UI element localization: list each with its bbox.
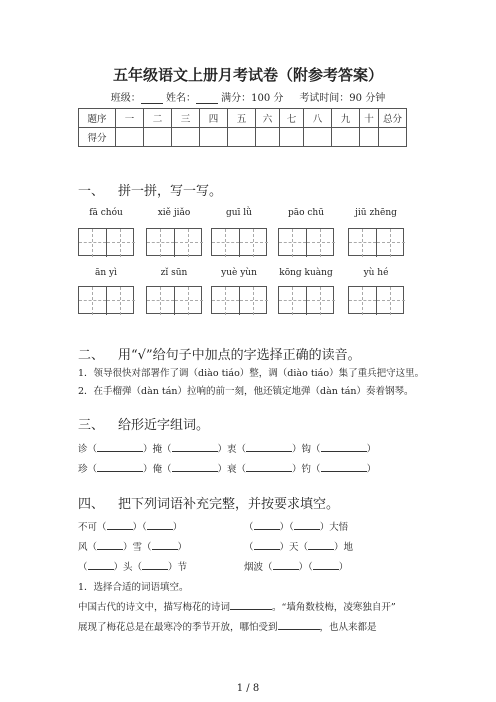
score-table [78,108,407,147]
writing-cell[interactable] [107,287,135,315]
idiom-1b: （ ）（ ）大悟 [244,522,349,533]
pinyin-label: ān yì [95,268,117,278]
writing-grid[interactable] [348,286,404,314]
score-row-label: 得分 [79,128,116,147]
section-3-row-2: 珍（ ）俺（ ）衰（ ）钓（ ） [78,464,377,475]
score-header-cell: 总分 [379,109,407,128]
section-3-row-1: 诊（ ）掩（ ）衷（ ）钩（ ） [78,444,377,455]
section-2-line-2: 2．在手榴弹（dàn tán）拉响的前一刻，他还镇定地弹（dàn tán）奏着钢琴。 [78,386,414,397]
answer-blank[interactable] [230,600,272,610]
score-cell[interactable] [360,128,379,147]
answer-blank[interactable] [152,540,178,550]
pinyin-label: pāo chū [287,208,325,218]
answer-blank[interactable] [147,520,173,530]
answer-blank[interactable] [278,620,320,630]
idiom-2a: 风（ ）雪（ ） [78,542,188,553]
score-cell[interactable] [379,128,407,147]
writing-cell[interactable] [307,229,335,257]
exam-info: 班级： 姓名： 满分：100 分 考试时间：90 分钟 [110,93,386,104]
score-header-cell: 七 [280,109,304,128]
writing-grid[interactable] [78,228,134,256]
writing-cell[interactable] [279,287,307,315]
writing-cell[interactable] [175,287,203,315]
idiom-1a: 不可（ ）（ ） [78,522,183,533]
name-blank[interactable] [196,93,218,104]
class-blank[interactable] [141,93,163,104]
page-title: 五年级语文上册月考试卷（附参考答案） [112,66,383,84]
answer-blank[interactable] [97,442,143,452]
answer-blank[interactable] [321,462,367,472]
score-cell[interactable] [144,128,172,147]
pinyin-label: xiě jiǎo [157,208,191,218]
answer-blank[interactable] [294,520,320,530]
answer-blank[interactable] [107,520,133,530]
answer-blank[interactable] [254,520,280,530]
score-header-row [79,109,407,128]
writing-cell[interactable] [377,229,405,257]
score-cell[interactable] [304,128,332,147]
pinyin-label: kōng kuàng [279,268,333,278]
score-header-cell: 五 [228,109,256,128]
paragraph-line-2: 展现了梅花总是在最寒冷的季节开放，哪怕受到 ，也从来都是 [78,622,377,633]
score-header-cell: 三 [172,109,200,128]
writing-grid[interactable] [211,228,267,256]
score-cell[interactable] [280,128,304,147]
page-number: 1 / 8 [236,683,260,694]
writing-cell[interactable] [107,229,135,257]
answer-blank[interactable] [246,462,292,472]
score-header-cell: 题序 [79,109,116,128]
answer-blank[interactable] [88,560,114,570]
writing-grid[interactable] [146,228,202,256]
answer-blank[interactable] [321,442,367,452]
writing-cell[interactable] [147,287,175,315]
writing-grid[interactable] [348,228,404,256]
writing-grid[interactable] [146,286,202,314]
idiom-3a: （ ）头（ ）节 [78,562,188,573]
answer-blank[interactable] [273,560,299,570]
answer-blank[interactable] [97,462,143,472]
idiom-3b: 烟波（ ）（ ） [244,562,349,573]
writing-cell[interactable] [147,229,175,257]
writing-cell[interactable] [79,229,107,257]
writing-cell[interactable] [279,229,307,257]
idiom-2b: （ ）天（ ）地 [244,542,354,553]
answer-blank[interactable] [172,442,218,452]
writing-grid[interactable] [78,286,134,314]
pinyin-label: jiū zhēng [355,208,397,218]
score-header-cell: 十 [360,109,379,128]
pinyin-label: fā chóu [89,208,123,218]
score-header-cell: 一 [116,109,144,128]
pinyin-label: yuè yùn [221,268,257,278]
score-header-cell: 八 [304,109,332,128]
answer-blank[interactable] [308,540,334,550]
section-1-heading: 一、 拼一拼，写一写。 [78,184,223,199]
writing-grid[interactable] [211,286,267,314]
section-2-heading: 二、 用“√”给句子中加点的字选择正确的读音。 [78,348,361,363]
writing-cell[interactable] [212,229,240,257]
score-value-row [79,128,407,147]
score-cell[interactable] [228,128,256,147]
paragraph-line-1: 中国古代的诗文中，描写梅花的诗词 。“墙角数枝梅，凌寒独自开” [78,602,396,613]
writing-cell[interactable] [349,287,377,315]
score-cell[interactable] [200,128,228,147]
score-header-cell: 六 [256,109,280,128]
score-cell[interactable] [332,128,360,147]
writing-cell[interactable] [240,287,268,315]
answer-blank[interactable] [142,560,168,570]
writing-cell[interactable] [175,229,203,257]
answer-blank[interactable] [246,442,292,452]
section-2-line-1: 1．领导很快对部署作了调（diào tiáo）整，调（diào tiáo）集了重兵把守这里。 [78,368,425,379]
question-1-label: 1．选择合适的词语填空。 [78,582,189,593]
answer-blank[interactable] [313,560,339,570]
pinyin-label: zǐ sūn [160,268,188,278]
score-header-cell: 四 [200,109,228,128]
section-4-heading: 四、 把下列词语补充完整，并按要求填空。 [78,497,340,512]
writing-cell[interactable] [307,287,335,315]
answer-blank[interactable] [97,540,123,550]
score-header-cell: 二 [144,109,172,128]
writing-cell[interactable] [377,287,405,315]
score-cell[interactable] [256,128,280,147]
pinyin-label: yù hé [363,268,389,278]
writing-grid[interactable] [278,228,334,256]
score-header-cell: 九 [332,109,360,128]
writing-cell[interactable] [79,287,107,315]
writing-cell[interactable] [240,229,268,257]
answer-blank[interactable] [254,540,280,550]
writing-cell[interactable] [349,229,377,257]
score-cell[interactable] [172,128,200,147]
section-3-heading: 三、 给形近字组词。 [78,418,210,433]
answer-blank[interactable] [172,462,218,472]
score-cell[interactable] [116,128,144,147]
writing-cell[interactable] [212,287,240,315]
pinyin-label: guī lǜ [226,208,252,218]
writing-grid[interactable] [278,286,334,314]
